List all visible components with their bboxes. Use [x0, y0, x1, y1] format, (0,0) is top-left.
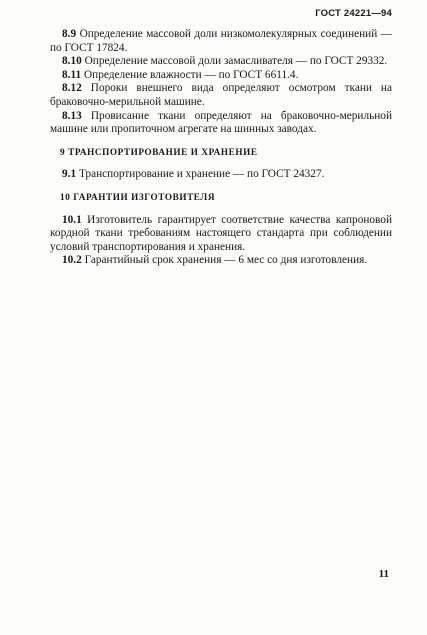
clause-10-2: [50, 254, 392, 268]
clause-text: Гарантийный срок хранения — 6 мес со дня изготовления.: [84, 254, 368, 267]
section-9-title: 9 ТРАНСПОРТИРОВАНИЕ И ХРАНЕНИЕ: [60, 146, 258, 157]
clause-number: 8.13: [62, 109, 82, 122]
clause-9-1: [50, 168, 392, 182]
document-code-header: ГОСТ 24221—94: [315, 8, 392, 19]
page-body: [50, 28, 392, 268]
clause-text: Провисание ткани определяют на браковочно-мерильной машине или пропиточном агрегате на шинных заводах.: [50, 109, 392, 136]
clause-8-12: [50, 82, 392, 109]
clause-number: 8.9: [62, 28, 77, 40]
clause-number: 10.1: [62, 213, 82, 226]
clause-8-13: [50, 110, 392, 137]
clause-8-11: [50, 69, 392, 83]
clause-text: Определение влажности — по ГОСТ 6611.4.: [83, 68, 299, 81]
page-number: 11: [378, 568, 389, 580]
clause-number: 8.12: [62, 82, 82, 95]
clause-text: Транспортирование и хранение — по ГОСТ 24327.: [78, 168, 325, 181]
clause-text: Изготовитель гарантирует соответствие качества капроновой кордной ткани требованиям настоящего стандарта при соблюдении условий транспортирования и хранения.: [50, 213, 392, 253]
section-10-title: 10 ГАРАНТИИ ИЗГОТОВИТЕЛЯ: [60, 191, 216, 202]
clause-8-9: [50, 28, 392, 55]
clause-10-1: [50, 214, 392, 255]
clause-8-10: [50, 55, 392, 69]
clause-number: 10.2: [62, 254, 82, 267]
clause-number: 8.10: [62, 55, 82, 68]
clause-number: 8.11: [62, 68, 82, 81]
clause-text: Определение массовой доли замасливателя — по ГОСТ 29332.: [84, 55, 388, 68]
clause-text: Определение массовой доли низкомолекулярных соединений — по ГОСТ 17824.: [50, 28, 392, 54]
clause-text: Пороки внешнего вида определяют осмотром ткани на браковочно-мерильной машине.: [50, 82, 392, 108]
clause-number: 9.1: [62, 168, 77, 181]
